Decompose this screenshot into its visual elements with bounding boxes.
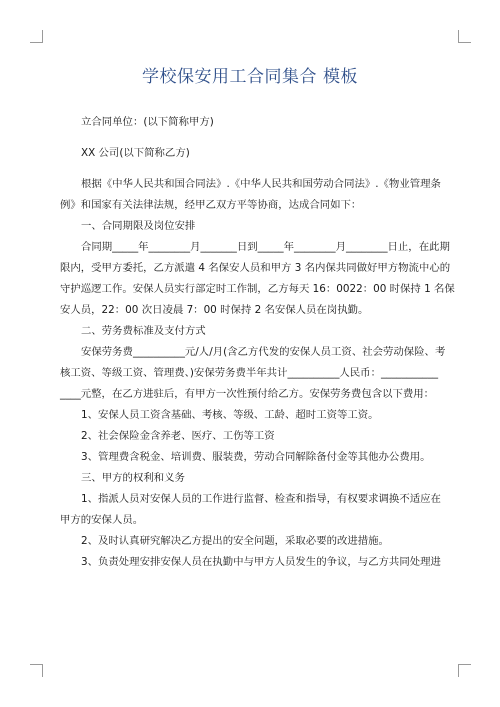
section-3-item-3: 3、负责处理安排安保人员在执勤中与甲方人员发生的争议，与乙方共同处理进 <box>81 556 441 568</box>
section-1-line-2: 限内，受甲方委托，乙方派遣 4 名保安人员和甲方 3 名内保共同做好甲方物流中心的 <box>60 262 451 274</box>
preamble-line-1: 根据《中华人民共和国合同法》.《中华人民共和国劳动合同法》.《物业管理条 <box>81 178 441 190</box>
section-3-item-2: 2、及时认真研究解决乙方提出的安全问题，采取必要的改进措施。 <box>81 535 389 547</box>
section-3-heading: 三、甲方的权利和义务 <box>81 472 185 484</box>
preamble-line-2: 例》和国家有关法律法规，经甲乙双方平等协商，达成合同如下： <box>60 199 362 211</box>
party-a-line: 立合同单位：(以下简称甲方) <box>81 116 214 128</box>
party-b-line: XX 公司(以下简称乙方) <box>81 147 190 159</box>
section-2-line-3: ____元整，在乙方进驻后，有甲方一次性预付给乙方。安保劳务费包含以下费用： <box>60 388 435 400</box>
crop-mark-top-right <box>458 30 471 43</box>
crop-mark-bottom-right <box>458 664 471 677</box>
crop-mark-bottom-left <box>30 664 43 677</box>
section-2-item-1: 1、安保人员工资含基础、考核、等级、工龄、超时工资等工资。 <box>81 409 379 421</box>
section-1-heading: 一、合同期限及岗位安排 <box>81 220 196 232</box>
section-2-line-1: 安保劳务费__________元/人/月(含乙方代发的安保人员工资、社会劳动保险、考 <box>81 346 446 358</box>
document-body <box>60 112 455 573</box>
section-1-line-1: 合同期_____年________月_______日到_____年________月________日止，在此期 <box>81 241 450 253</box>
section-3-item-1-line-1: 1、指派人员对安保人员的工作进行监督、检查和指导，有权要求调换不适应在 <box>81 493 441 505</box>
section-1-line-4: 安人员，22：00 次日凌晨 7：00 时保持 2 名安保人员在岗执勤。 <box>60 304 369 316</box>
section-2-heading: 二、劳务费标准及支付方式 <box>81 325 206 337</box>
section-2-item-3: 3、管理费含税金、培训费、服装费，劳动合同解除备付金等其他办公费用。 <box>81 451 431 463</box>
crop-mark-top-left <box>30 30 43 43</box>
section-2-item-2: 2、社会保险金含养老、医疗、工伤等工资 <box>81 430 275 442</box>
section-1-line-3: 守护巡逻工作。安保人员实行部定时工作制，乙方每天 16：0022：00 时保持 1 名保 <box>60 283 455 295</box>
document-title: 学校保安用工合同集合 模板 <box>142 67 358 87</box>
section-3-item-1-line-2: 甲方的安保人员。 <box>60 514 144 526</box>
section-2-line-2: 核工资、等级工资、管理费、)安保劳务费半年共计__________人民币：___________ <box>60 367 439 379</box>
